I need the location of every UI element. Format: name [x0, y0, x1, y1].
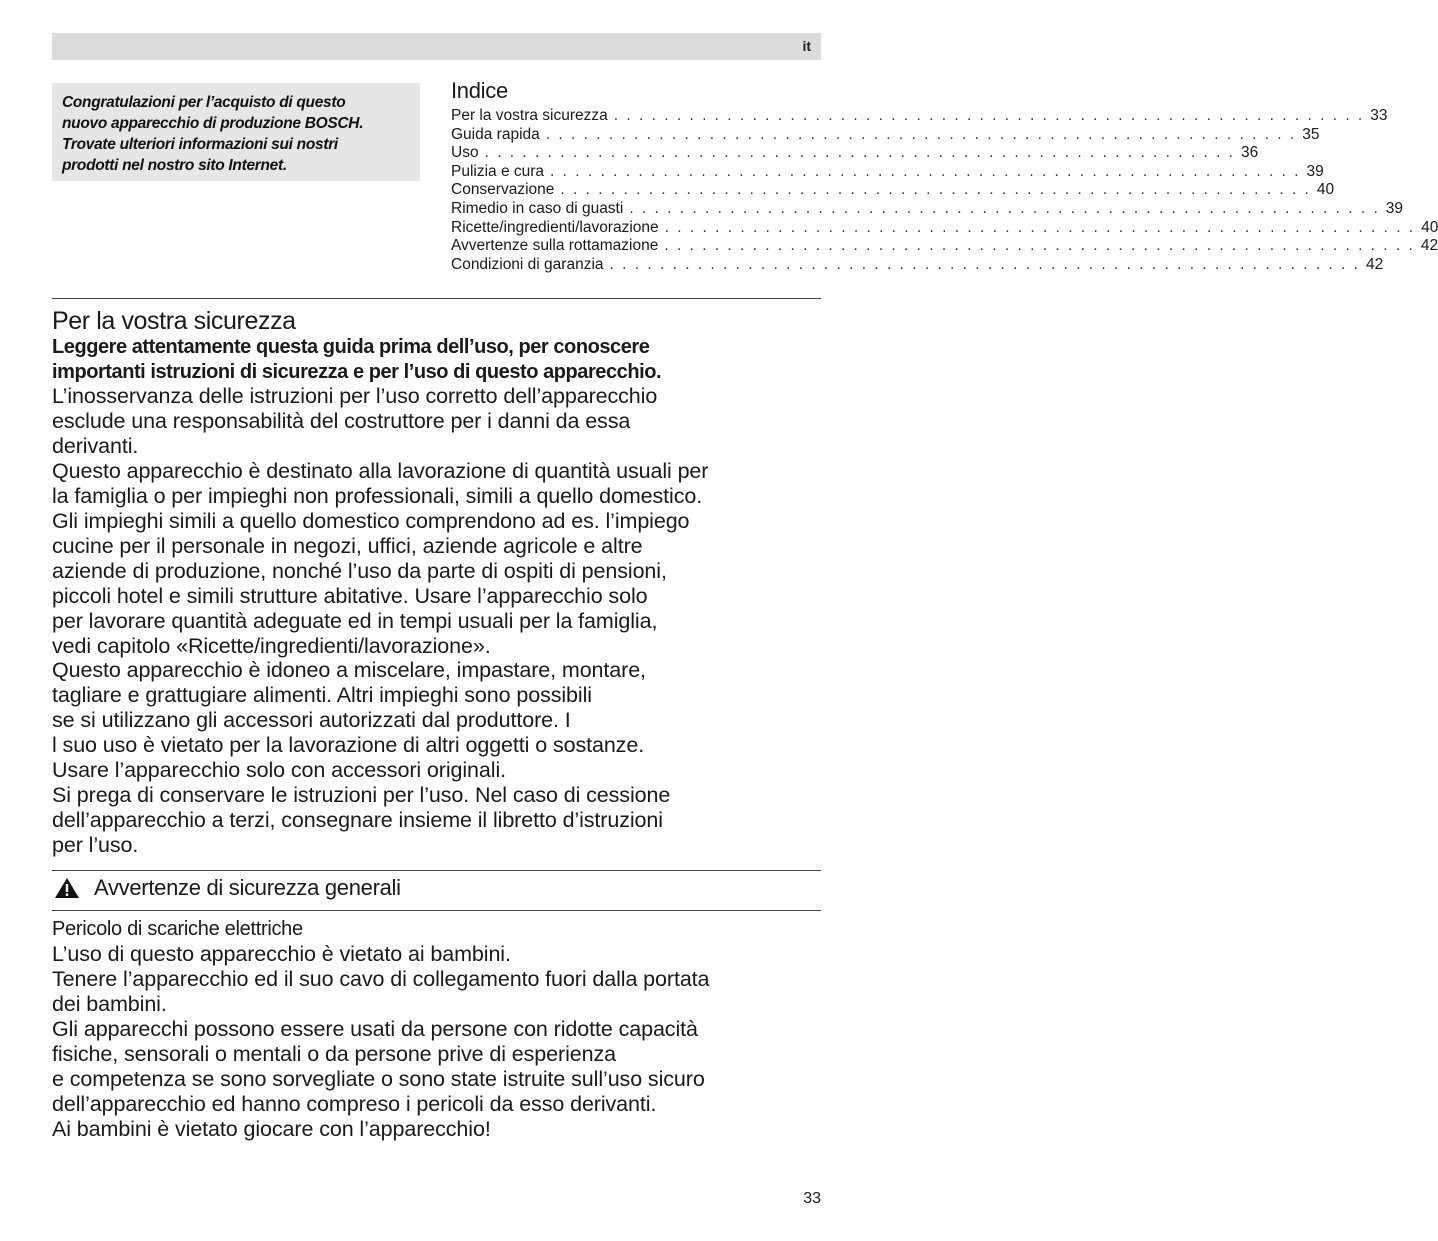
- body-line: piccoli hotel e simili strutture abitative. Usare l’apparecchio solo: [52, 583, 648, 608]
- intro-line: Congratulazioni per l’acquisto di questo: [62, 94, 346, 111]
- language-code: it: [802, 38, 811, 54]
- toc-entry-label: Condizioni di garanzia: [451, 255, 604, 273]
- toc-leader-dots: . . . . . . . . . . . . . . . . . . . . . . . . . . . . . . . . . . . . . . . . . . . . . . . . . . . . . . . . . . . .: [560, 181, 1311, 199]
- toc-leader-dots: . . . . . . . . . . . . . . . . . . . . . . . . . . . . . . . . . . . . . . . . . . . . . . . . . . . . . . . . . . . .: [629, 199, 1380, 217]
- toc-entry: [451, 162, 1324, 182]
- toc-entry-label: Ricette/ingredienti/lavorazione: [451, 218, 659, 236]
- lead-line: importanti istruzioni di sicurezza e per l’uso di questo apparecchio.: [52, 361, 662, 383]
- electric-shock-heading: Pericolo di scariche elettriche: [52, 918, 303, 940]
- toc-entry-label: Avvertenze sulla rottamazione: [451, 237, 659, 255]
- intro-line: nuovo apparecchio di produzione BOSCH.: [62, 115, 364, 132]
- warning-heading: [52, 874, 401, 902]
- toc-leader-dots: . . . . . . . . . . . . . . . . . . . . . . . . . . . . . . . . . . . . . . . . . . . . . . . . . . . . . . . . . . . .: [545, 125, 1297, 143]
- toc-entry: [451, 255, 1384, 275]
- body-line: derivanti.: [52, 433, 139, 458]
- body-line: fisiche, sensorali o mentali o da persone prive di esperienza: [52, 1041, 616, 1066]
- toc-entry-page: 40: [1421, 218, 1438, 236]
- warning-body: [52, 942, 842, 1142]
- body-line: L’inosservanza delle istruzioni per l’uso corretto dell’apparecchio: [52, 384, 658, 408]
- toc-entry-page: 36: [1241, 144, 1259, 162]
- body-line: vedi capitolo «Ricette/ingredienti/lavorazione».: [52, 633, 491, 658]
- toc-entry-page: 40: [1316, 181, 1335, 199]
- body-line: tagliare e grattugiare alimenti. Altri impieghi sono possibili: [52, 683, 592, 708]
- toc-leader-dots: . . . . . . . . . . . . . . . . . . . . . . . . . . . . . . . . . . . . . . . . . . . . . . . . . . . . . . . . . . . .: [484, 144, 1236, 162]
- intro-box: [52, 83, 420, 181]
- body-line: cucine per il personale in negozi, uffici, aziende agricole e altre: [52, 533, 643, 558]
- body-line: se si utilizzano gli accessori autorizzati dal produttore. I: [52, 708, 571, 733]
- toc-entry: [451, 237, 1438, 256]
- table-of-contents: [451, 78, 1438, 274]
- header-bar: [52, 33, 821, 60]
- body-line: dell’apparecchio a terzi, consegnare insieme il libretto d’istruzioni: [52, 808, 663, 833]
- body-line: la famiglia o per impieghi non professionali, simili a quello domestico.: [52, 483, 703, 508]
- toc-entry: [451, 199, 1404, 219]
- toc-entry-label: Guida rapida: [451, 125, 540, 143]
- page-number: 33: [803, 1190, 821, 1207]
- body-line: e competenza se sono sorvegliate o sono state istruite sull’uso sicuro: [52, 1066, 705, 1091]
- toc-entry-page: 39: [1306, 162, 1324, 180]
- warning-triangle-icon: [54, 877, 80, 899]
- body-line: l suo uso è vietato per la lavorazione di altri oggetti o sostanze.: [52, 733, 645, 758]
- body-line: Usare l’apparecchio solo con accessori originali.: [52, 758, 506, 783]
- body-line: dei bambini.: [52, 991, 167, 1016]
- section-title: Per la vostra sicurezza: [52, 307, 296, 335]
- toc-entry-page: 42: [1420, 237, 1438, 255]
- warning-top-divider: [52, 870, 821, 871]
- toc-entry-label: Per la vostra sicurezza: [451, 107, 608, 124]
- toc-leader-dots: . . . . . . . . . . . . . . . . . . . . . . . . . . . . . . . . . . . . . . . . . . . . . . . . . . . . . . . . . . . .: [550, 162, 1301, 180]
- intro-line: prodotti nel nostro sito Internet.: [62, 157, 287, 174]
- body-line: Gli apparecchi possono essere usati da persone con ridotte capacità: [52, 1016, 698, 1041]
- toc-entry-label: Conservazione: [451, 181, 555, 199]
- toc-leader-dots: . . . . . . . . . . . . . . . . . . . . . . . . . . . . . . . . . . . . . . . . . . . . . . . . . . . . . . . . . . . .: [609, 255, 1360, 273]
- toc-entry-page: 35: [1302, 125, 1320, 143]
- warning-title: Avvertenze di sicurezza generali: [94, 875, 401, 900]
- body-line: Ai bambini è vietato giocare con l’apparecchio!: [52, 1116, 491, 1141]
- warning-bottom-divider: [52, 910, 821, 911]
- toc-entry-label: Rimedio in caso di guasti: [451, 199, 624, 217]
- toc-title: Indice: [451, 78, 508, 103]
- body-line: esclude una responsabilità del costruttore per i danni da essa: [52, 408, 631, 433]
- body-line: Gli impieghi simili a quello domestico comprendono ad es. l’impiego: [52, 508, 690, 533]
- toc-entry: [451, 125, 1320, 145]
- body-line: Questo apparecchio è idoneo a miscelare, impastare, montare,: [52, 658, 646, 683]
- safety-body: [52, 384, 842, 858]
- body-line: per l’uso.: [52, 833, 139, 858]
- body-line: L’uso di questo apparecchio è vietato ai bambini.: [52, 942, 511, 966]
- body-line: aziende di produzione, nonché l’uso da parte di ospiti di pensioni,: [52, 558, 667, 583]
- body-line: dell’apparecchio ed hanno compreso i pericoli da esso derivanti.: [52, 1091, 657, 1116]
- toc-entry-label: Uso: [451, 144, 479, 162]
- toc-entry: [451, 144, 1259, 163]
- lead-line: Leggere attentamente questa guida prima dell’uso, per conoscere: [52, 336, 650, 358]
- toc-entry-page: 39: [1385, 199, 1404, 217]
- toc-leader-dots: . . . . . . . . . . . . . . . . . . . . . . . . . . . . . . . . . . . . . . . . . . . . . . . . . . . . . . . . . . . .: [613, 107, 1365, 124]
- toc-entry: [451, 181, 1335, 200]
- body-line: Si prega di conservare le istruzioni per l’uso. Nel caso di cessione: [52, 783, 671, 808]
- toc-entry: [451, 107, 1388, 126]
- toc-leader-dots: . . . . . . . . . . . . . . . . . . . . . . . . . . . . . . . . . . . . . . . . . . . . . . . . . . . . . . . . . . . .: [664, 218, 1416, 236]
- toc-leader-dots: . . . . . . . . . . . . . . . . . . . . . . . . . . . . . . . . . . . . . . . . . . . . . . . . . . . . . . . . . . . .: [664, 237, 1415, 255]
- body-line: Questo apparecchio è destinato alla lavorazione di quantità usuali per: [52, 458, 709, 483]
- body-line: per lavorare quantità adeguate ed in tempi usuali per la famiglia,: [52, 608, 658, 633]
- intro-line: Trovate ulteriori informazioni sui nostri: [62, 136, 338, 153]
- toc-entry-page: 33: [1370, 107, 1388, 124]
- toc-entry-label: Pulizia e cura: [451, 162, 545, 180]
- section-divider: [52, 298, 821, 299]
- toc-entry: [451, 218, 1438, 238]
- toc-list: [451, 107, 1438, 274]
- safety-lead: [52, 335, 832, 385]
- toc-entry-page: 42: [1365, 255, 1384, 273]
- body-line: Tenere l’apparecchio ed il suo cavo di collegamento fuori dalla portata: [52, 966, 710, 991]
